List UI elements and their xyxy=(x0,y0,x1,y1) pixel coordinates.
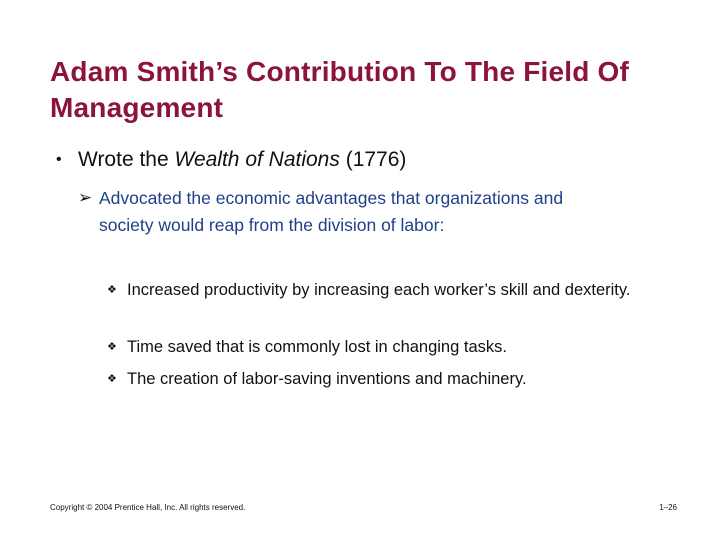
bullet-level3-item xyxy=(107,279,677,303)
bullet-level3-text: The creation of labor-saving inventions and machinery. xyxy=(127,370,527,388)
bullet-level1 xyxy=(56,146,676,174)
bullet-level3-text: Time saved that is commonly lost in changing tasks. xyxy=(127,338,507,356)
bullet-level2 xyxy=(78,185,618,238)
bullet-level3-item xyxy=(107,368,677,392)
round-bullet-icon: • xyxy=(56,151,62,168)
bullet-level3-text: Increased productivity by increasing each worker’s skill and dexterity. xyxy=(127,281,631,299)
diamond-bullet-icon: ❖ xyxy=(107,341,117,353)
copyright-footer: Copyright © 2004 Prentice Hall, Inc. All rights reserved. xyxy=(50,503,246,512)
bullet-level3-item xyxy=(107,336,677,360)
bullet-level1-suffix: (1776) xyxy=(339,148,407,171)
slide-title: Adam Smith’s Contribution To The Field Of Management xyxy=(50,56,630,123)
bullet-level2-text: Advocated the economic advantages that organizations and society would reap from the division of labor: xyxy=(99,188,564,235)
diamond-bullet-icon: ❖ xyxy=(107,373,117,385)
arrowhead-bullet-icon: ➢ xyxy=(78,188,93,207)
book-title: Wealth of Nations xyxy=(174,148,340,171)
diamond-bullet-icon: ❖ xyxy=(107,284,117,296)
page-number: 1–26 xyxy=(659,503,677,512)
bullet-level1-prefix: Wrote the xyxy=(78,148,175,171)
